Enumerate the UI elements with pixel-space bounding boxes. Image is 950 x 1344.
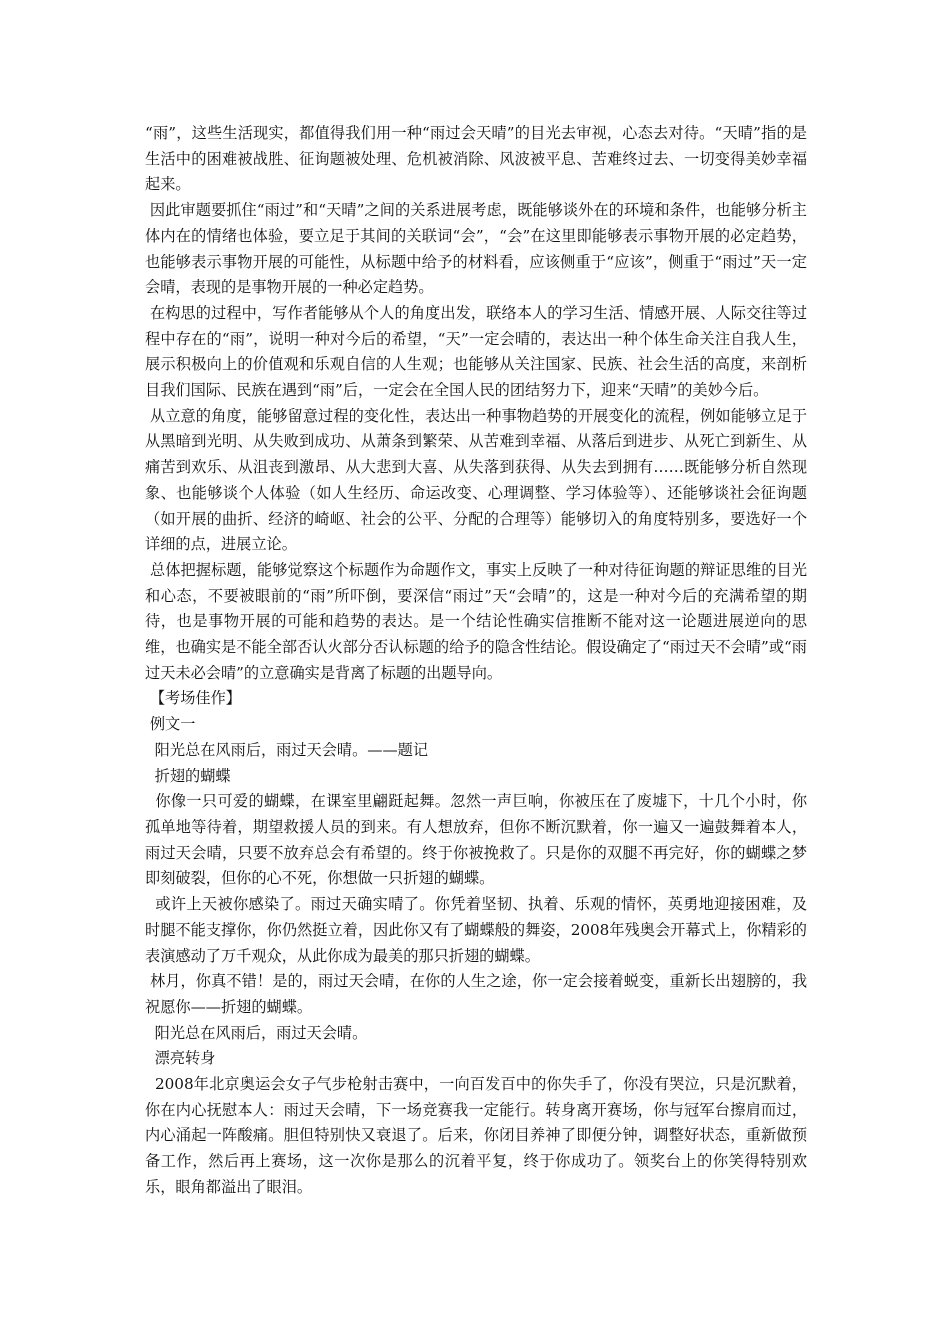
essay-paragraph: 2008年北京奥运会女子气步枪射击赛中，一向百发百中的你失手了，你没有哭泣，只是沉默着，你在内心抚慰本人：雨过天会晴，下一场竞赛我一定能行。转身离开赛场，你与冠军台擦肩而过，内心涌起一阵酸痛。胆但特别快又衰退了。后来，你闭目养神了即便分钟，调整好状态，重新做预备工作，然后再上赛场，这一次你是那么的沉着平复，终于你成功了。领奖台上的你笑得特别欢乐，眼角都溢出了眼泪。 (145, 1075, 807, 1196)
section-heading-exam-essays: 【考场佳作】 (145, 689, 241, 708)
essay-refrain: 阳光总在风雨后，雨过天会晴。 (145, 1023, 368, 1042)
essay-paragraph: 林月，你真不错！是的，雨过天会晴，在你的人生之途，你一定会接着蜕变，重新长出翅膀的，我祝愿你——折翅的蝴蝶。 (145, 972, 808, 1016)
essay-paragraph: 你像一只可爱的蝴蝶，在课室里翩跹起舞。忽然一声巨响，你被压在了废墟下，十几个小时，你孤单地等待着，期望救援人员的到来。有人想放弃，但你不断沉默着，你一遍又一遍鼓舞着本人，雨过天会晴，只要不放弃总会有希望的。终于你被挽救了。只是你的双腿不再完好，你的蝴蝶之梦即刻破裂，但你的心不死，你想做一只折翅的蝴蝶。 (145, 792, 808, 888)
essay-paragraph: 或许上天被你感染了。雨过天确实晴了。你凭着坚韧、执着、乐观的情怀，英勇地迎接困难，及时腿不能支撑你，你仍然挺立着，因此你又有了蝴蝶般的舞姿，2008年残奥会开幕式上，你精彩的表演感动了万千观众，从此你成为最美的那只折翅的蝴蝶。 (145, 895, 808, 965)
paragraph-conception: 在构思的过程中，写作者能够从个人的角度出发，联络本人的学习生活、情感开展、人际交往等过程中存在的“雨”，说明一种对今后的希望，“天”一定会晴的，表达出一种个体生命关注自我人生，展示积极向上的价值观和乐观自信的人生观；也能够从关注国家、民族、社会生活的高度，来剖析目我们国际、民族在遇到“雨”后，一定会在全国人民的团结努力下，迎来“天晴”的美妙今后。 (145, 303, 808, 400)
essay-subtitle-broken-wing: 折翅的蝴蝶 (145, 766, 231, 785)
example-essay-label: 例文一 (145, 715, 196, 734)
paragraph-overall-grasp: 总体把握标题，能够觉察这个标题作为命题作文，事实上反映了一种对待征询题的辩证思维的目光和心态，不要被眼前的“雨”所吓倒，要深信“雨过”天“会晴”的，这是一种对今后的充满希望的期待，也是事物开展的可能和趋势的表达。是一个结论性确实信推断不能对这一论题进展逆向的思维，也确实是不能全部否认火部分否认标题的给予的隐含性结论。假设确定了“雨过天不会晴”或“雨过天未必会晴”的立意确实是背离了标题的出题导向。 (145, 560, 808, 682)
paragraph-theme-angle: 从立意的角度，能够留意过程的变化性，表达出一种事物趋势的开展变化的流程，例如能够立足于从黑暗到光明、从失败到成功、从萧条到繁荣、从苦难到幸福、从落后到进步、从死亡到新生、从痛苦到欢乐、从沮丧到激昂、从大悲到大喜、从失落到获得、从失去到拥有……既能够分析自然现象、也能够谈个人体验（如人生经历、命运改变、心理调整、学习体验等）、还能够谈社会征询题（如开展的曲折、经济的崎岖、社会的公平、分配的合理等）能够切入的角度特别多，要选好一个详细的点，进展立论。 (145, 406, 808, 554)
paragraph-rain-context: “雨”，这些生活现实，都值得我们用一种“雨过会天晴”的目光去审视，心态去对待。“天晴”指的是生活中的困难被战胜、征询题被处理、危机被消除、风波被平息、苦难终过去、一切变得美妙幸福起来。 (145, 124, 807, 194)
essay-subtitle-beautiful-turn: 漂亮转身 (145, 1049, 216, 1068)
paragraph-topic-analysis: 因此审题要抓住“雨过”和“天晴”之间的关系进展考虑，既能够谈外在的环境和条件，也能够分析主体内在的情绪也体验，要立足于其间的关联词“会”，“会”在这里即能够表示事物开展的必定趋势，也能够表示事物开展的可能性，从标题中给予的材料看，应该侧重于“应该”，侧重于“雨过”天一定会晴，表现的是事物开展的一种必定趋势。 (145, 201, 807, 297)
document-body (145, 121, 807, 1201)
essay-epigraph: 阳光总在风雨后，雨过天会晴。——题记 (145, 740, 429, 759)
